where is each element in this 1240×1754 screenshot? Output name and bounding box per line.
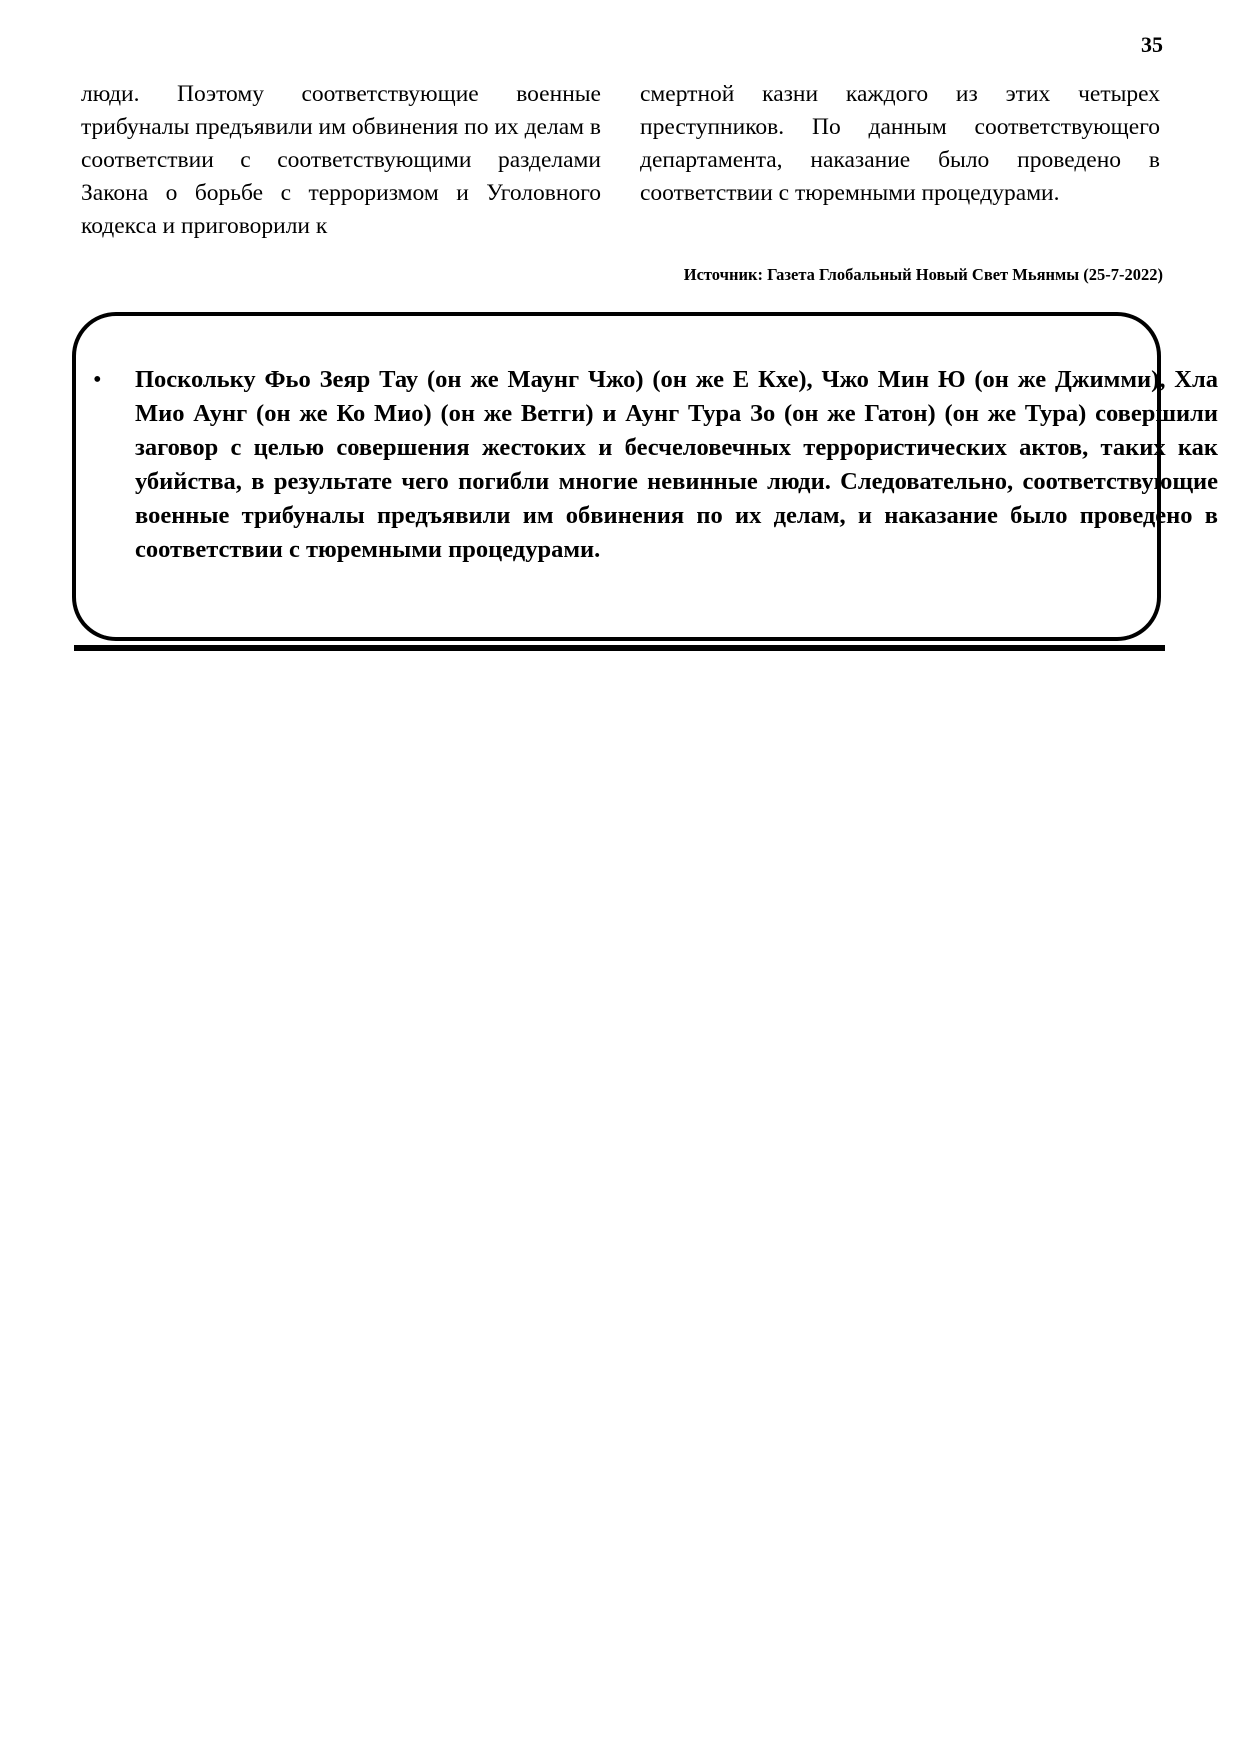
bullet-icon: • [93,366,102,393]
horizontal-divider [74,645,1165,651]
right-column [640,78,1160,210]
summary-callout-box [72,312,1218,641]
summary-text: Поскольку Фьо Зеяр Тау (он же Маунг Чжо) (он же Е Кхе), Чжо Мин Ю (он же Джимми), Хла Мио Аунг (он же Ко Мио) (он же Ветги) и Аунг Тура Зо (он же Гатон) (он же Тура) совершили заговор с целью совершения жестоких и бесчеловечных террористических актов, таких как убийства, в результате чего погибли многие невинные люди. Следовательно, соответствующие военные трибуналы предъявили им обвинения по их делам, и наказание было проведено в соответствии с тюремными процедурами. [135,366,1218,563]
summary-list-item [93,363,1218,567]
left-column [81,78,601,243]
right-column-paragraph: смертной казни каждого из этих четырех преступников. По данным соответствующего департамента, наказание было проведено в соответствии с тюремными процедурами. [640,81,1160,206]
left-column-paragraph: люди. Поэтому соответствующие военные трибуналы предъявили им обвинения по их делам в соответствии с соответствующими разделами Закона о борьбе с терроризмом и Уголовного кодекса и приговорили к [81,81,601,239]
source-citation: Источник: Газета Глобальный Новый Свет Мьянмы (25-7-2022) [683,265,1163,284]
page-number: 35 [1141,32,1163,57]
